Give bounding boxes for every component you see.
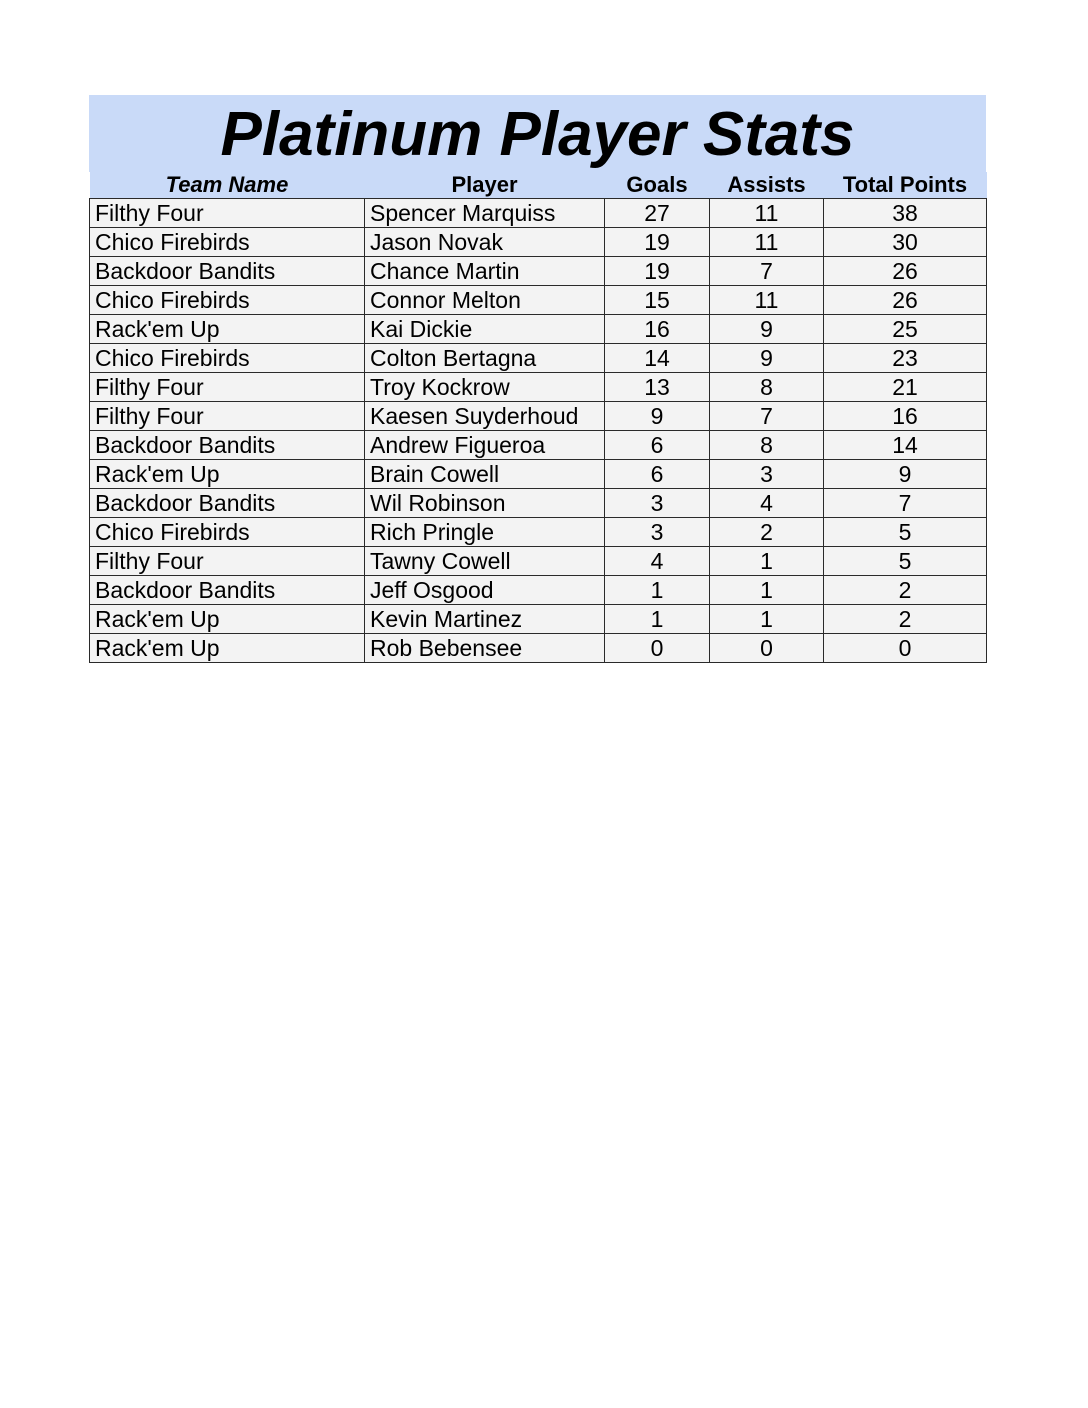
total-cell: 26: [824, 286, 987, 315]
total-cell: 23: [824, 344, 987, 373]
total-cell: 14: [824, 431, 987, 460]
stats-sheet: [89, 95, 986, 663]
team-cell: Backdoor Bandits: [90, 431, 365, 460]
assists-cell: 1: [710, 605, 824, 634]
total-cell: 16: [824, 402, 987, 431]
table-row: [90, 257, 987, 286]
player-cell: Jeff Osgood: [365, 576, 605, 605]
goals-cell: 6: [605, 460, 710, 489]
table-row: [90, 199, 987, 228]
player-cell: Tawny Cowell: [365, 547, 605, 576]
total-cell: 2: [824, 576, 987, 605]
assists-cell: 0: [710, 634, 824, 663]
table-row: [90, 605, 987, 634]
goals-cell: 19: [605, 257, 710, 286]
team-cell: Chico Firebirds: [90, 228, 365, 257]
player-cell: Kaesen Suyderhoud: [365, 402, 605, 431]
goals-cell: 0: [605, 634, 710, 663]
team-cell: Filthy Four: [90, 402, 365, 431]
total-cell: 7: [824, 489, 987, 518]
table-row: [90, 634, 987, 663]
player-cell: Connor Melton: [365, 286, 605, 315]
team-cell: Rack'em Up: [90, 460, 365, 489]
assists-cell: 2: [710, 518, 824, 547]
player-cell: Kai Dickie: [365, 315, 605, 344]
team-cell: Backdoor Bandits: [90, 576, 365, 605]
goals-cell: 19: [605, 228, 710, 257]
table-row: [90, 373, 987, 402]
table-row: [90, 344, 987, 373]
player-cell: Brain Cowell: [365, 460, 605, 489]
assists-cell: 11: [710, 286, 824, 315]
table-row: [90, 315, 987, 344]
goals-cell: 14: [605, 344, 710, 373]
assists-cell: 11: [710, 199, 824, 228]
total-cell: 9: [824, 460, 987, 489]
team-cell: Filthy Four: [90, 373, 365, 402]
goals-cell: 4: [605, 547, 710, 576]
goals-cell: 15: [605, 286, 710, 315]
team-cell: Rack'em Up: [90, 634, 365, 663]
team-cell: Rack'em Up: [90, 315, 365, 344]
table-row: [90, 547, 987, 576]
assists-cell: 11: [710, 228, 824, 257]
assists-cell: 8: [710, 431, 824, 460]
player-cell: Andrew Figueroa: [365, 431, 605, 460]
player-cell: Spencer Marquiss: [365, 199, 605, 228]
total-cell: 30: [824, 228, 987, 257]
team-cell: Backdoor Bandits: [90, 257, 365, 286]
team-cell: Backdoor Bandits: [90, 489, 365, 518]
header-block: [89, 95, 986, 172]
total-cell: 26: [824, 257, 987, 286]
table-row: [90, 431, 987, 460]
team-cell: Filthy Four: [90, 547, 365, 576]
column-header-assists: Assists: [710, 172, 824, 199]
assists-cell: 8: [710, 373, 824, 402]
team-cell: Chico Firebirds: [90, 344, 365, 373]
player-cell: Kevin Martinez: [365, 605, 605, 634]
table-row: [90, 228, 987, 257]
total-cell: 38: [824, 199, 987, 228]
column-header-team: Team Name: [90, 172, 365, 199]
goals-cell: 27: [605, 199, 710, 228]
table-row: [90, 402, 987, 431]
assists-cell: 1: [710, 547, 824, 576]
assists-cell: 9: [710, 315, 824, 344]
team-cell: Chico Firebirds: [90, 286, 365, 315]
total-cell: 25: [824, 315, 987, 344]
goals-cell: 3: [605, 518, 710, 547]
goals-cell: 16: [605, 315, 710, 344]
player-cell: Colton Bertagna: [365, 344, 605, 373]
goals-cell: 3: [605, 489, 710, 518]
team-cell: Chico Firebirds: [90, 518, 365, 547]
player-cell: Rich Pringle: [365, 518, 605, 547]
total-cell: 0: [824, 634, 987, 663]
player-cell: Jason Novak: [365, 228, 605, 257]
total-cell: 2: [824, 605, 987, 634]
total-cell: 5: [824, 518, 987, 547]
total-cell: 21: [824, 373, 987, 402]
column-header-goals: Goals: [605, 172, 710, 199]
sheet-title: Platinum Player Stats: [220, 100, 855, 169]
column-header-total: Total Points: [824, 172, 987, 199]
table-row: [90, 286, 987, 315]
goals-cell: 6: [605, 431, 710, 460]
player-cell: Wil Robinson: [365, 489, 605, 518]
table-row: [90, 576, 987, 605]
assists-cell: 4: [710, 489, 824, 518]
table-row: [90, 489, 987, 518]
assists-cell: 9: [710, 344, 824, 373]
column-header-row: [90, 172, 987, 199]
stats-table: [89, 172, 987, 663]
goals-cell: 1: [605, 576, 710, 605]
assists-cell: 1: [710, 576, 824, 605]
player-cell: Rob Bebensee: [365, 634, 605, 663]
assists-cell: 7: [710, 257, 824, 286]
table-row: [90, 460, 987, 489]
goals-cell: 13: [605, 373, 710, 402]
assists-cell: 7: [710, 402, 824, 431]
goals-cell: 1: [605, 605, 710, 634]
total-cell: 5: [824, 547, 987, 576]
column-header-player: Player: [365, 172, 605, 199]
player-cell: Troy Kockrow: [365, 373, 605, 402]
goals-cell: 9: [605, 402, 710, 431]
assists-cell: 3: [710, 460, 824, 489]
team-cell: Filthy Four: [90, 199, 365, 228]
table-row: [90, 518, 987, 547]
team-cell: Rack'em Up: [90, 605, 365, 634]
player-cell: Chance Martin: [365, 257, 605, 286]
